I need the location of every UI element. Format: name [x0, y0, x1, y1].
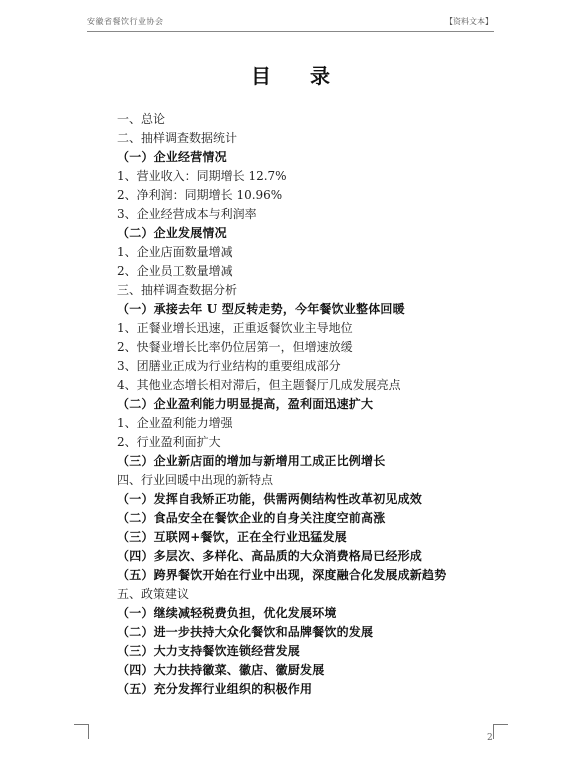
header-divider: [87, 31, 494, 32]
toc-item[interactable]: 3、团膳业正成为行业结构的重要组成部分: [117, 359, 341, 373]
toc-subsection-heading[interactable]: （二）企业发展情况: [117, 226, 227, 240]
toc-item[interactable]: 1、营业收入：同期增长 12.7%: [117, 169, 287, 183]
toc-subsection-heading[interactable]: （四）大力扶持徽菜、徽店、徽厨发展: [117, 663, 325, 677]
page-number: 2: [487, 733, 493, 743]
toc-item[interactable]: 1、企业盈利能力增强: [117, 416, 233, 430]
toc-item[interactable]: 3、企业经营成本与利润率: [117, 207, 257, 221]
page-title: 目 录: [251, 64, 346, 88]
toc-item[interactable]: 1、企业店面数量增减: [117, 245, 233, 259]
toc-subsection-heading[interactable]: （五）跨界餐饮开始在行业中出现，深度融合化发展成新趋势: [117, 568, 447, 582]
table-of-contents: [117, 110, 517, 699]
toc-item[interactable]: 2、行业盈利面扩大: [117, 435, 221, 449]
toc-subsection-heading[interactable]: （二）企业盈利能力明显提高，盈利面迅速扩大: [117, 397, 374, 411]
toc-subsection-heading[interactable]: （三）企业新店面的增加与新增用工成正比例增长: [117, 454, 386, 468]
toc-subsection-heading[interactable]: （四）多层次、多样化、高品质的大众消费格局已经形成: [117, 549, 423, 563]
toc-section-heading[interactable]: 二、抽样调查数据统计: [117, 131, 238, 145]
toc-subsection-heading[interactable]: （二）进一步扶持大众化餐饮和品牌餐饮的发展: [117, 625, 374, 639]
header-organization: 安徽省餐饮行业协会: [87, 17, 164, 26]
toc-subsection-heading[interactable]: （一）发挥自我矫正功能，供需两侧结构性改革初见成效: [117, 492, 423, 506]
crop-mark-bottom-right: [493, 724, 508, 739]
toc-item[interactable]: 1、正餐业增长迅速，正重返餐饮业主导地位: [117, 321, 353, 335]
toc-section-heading[interactable]: 四、行业回暖中出现的新特点: [117, 473, 274, 487]
toc-subsection-heading[interactable]: （三）互联网+餐饮，正在全行业迅猛发展: [117, 530, 347, 544]
toc-subsection-heading[interactable]: （一）继续减轻税费负担，优化发展环境: [117, 606, 337, 620]
toc-subsection-heading[interactable]: （一）企业经营情况: [117, 150, 227, 164]
toc-section-heading[interactable]: 三、抽样调查数据分析: [117, 283, 238, 297]
toc-section-heading[interactable]: 一、总论: [117, 112, 166, 126]
toc-subsection-heading[interactable]: （二）食品安全在餐饮企业的自身关注度空前高涨: [117, 511, 386, 525]
toc-item[interactable]: 4、其他业态增长相对滞后，但主题餐厅几成发展亮点: [117, 378, 401, 392]
toc-item[interactable]: 2、企业员工数量增减: [117, 264, 233, 278]
crop-mark-bottom-left: [74, 724, 89, 739]
toc-item[interactable]: 2、净利润：同期增长 10.96%: [117, 188, 283, 202]
toc-subsection-heading[interactable]: （五）充分发挥行业组织的积极作用: [117, 682, 313, 696]
toc-subsection-heading[interactable]: （三）大力支持餐饮连锁经营发展: [117, 644, 301, 658]
toc-subsection-heading[interactable]: （一）承接去年 U 型反转走势，今年餐饮业整体回暖: [117, 302, 405, 316]
header-document-type: 【资料文本】: [445, 17, 493, 26]
toc-section-heading[interactable]: 五、政策建议: [117, 587, 190, 601]
toc-item[interactable]: 2、快餐业增长比率仍位居第一，但增速放缓: [117, 340, 353, 354]
